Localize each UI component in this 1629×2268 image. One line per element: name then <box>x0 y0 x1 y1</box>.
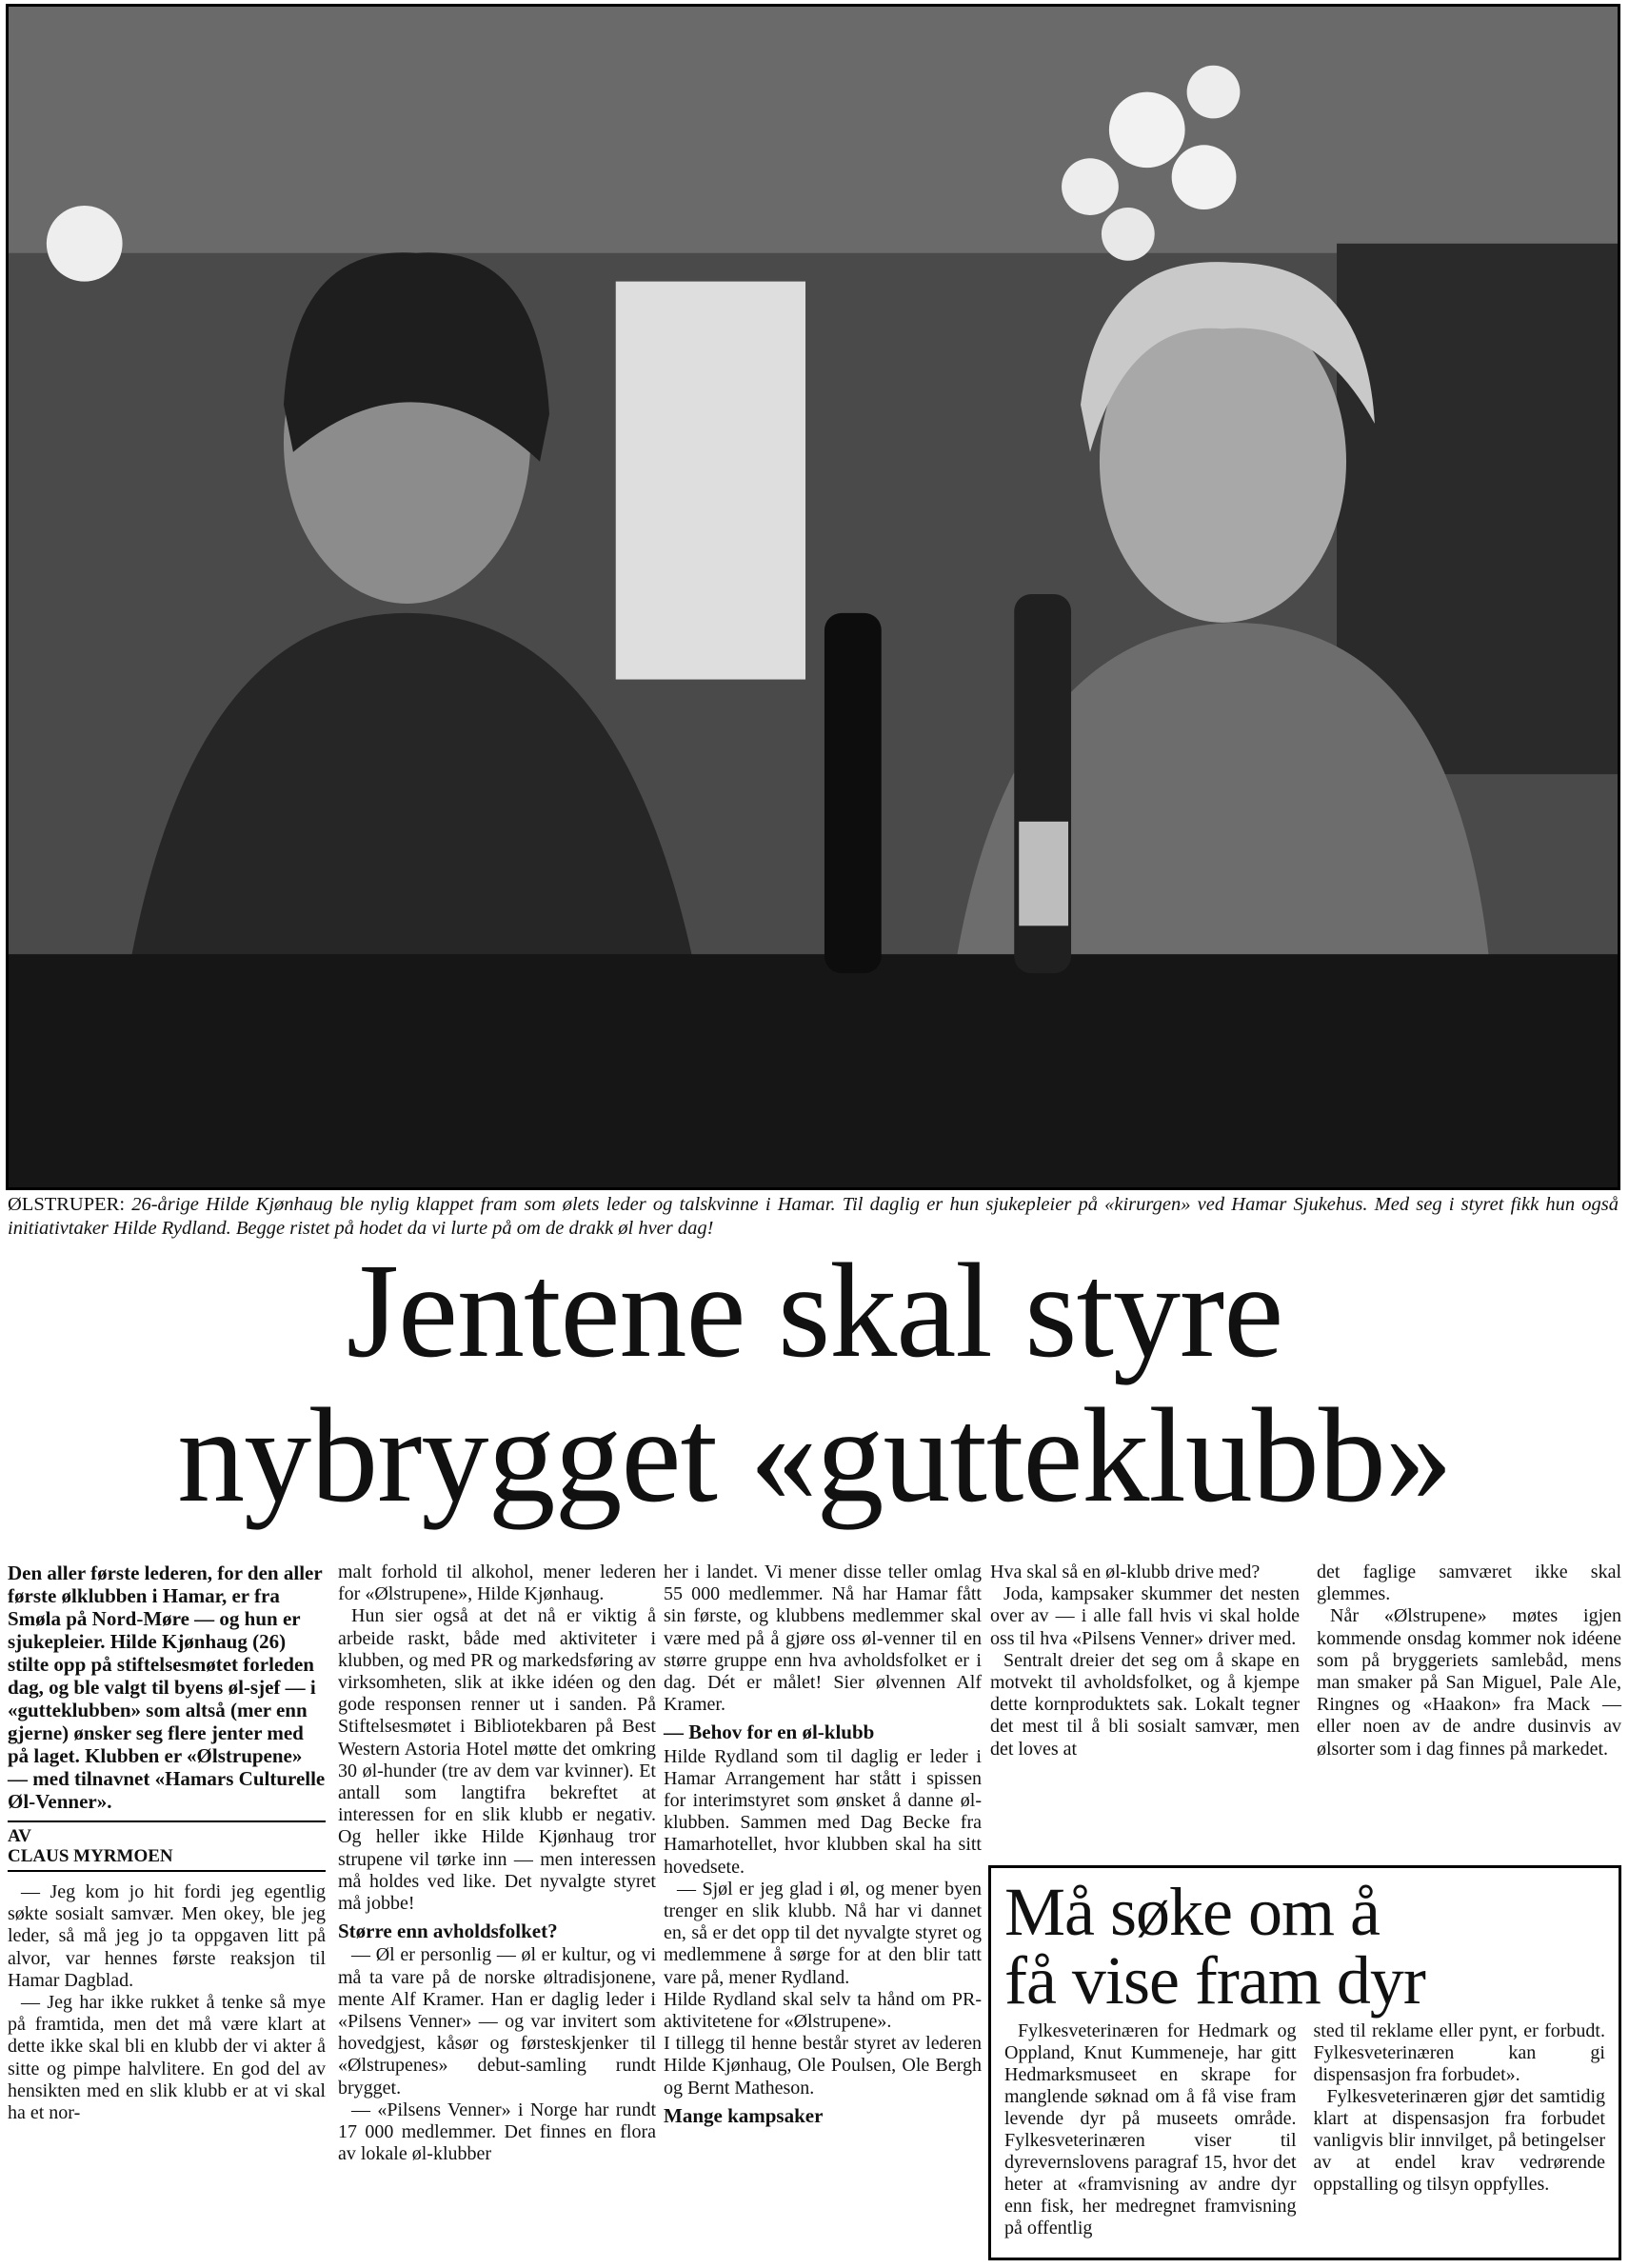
photo-icon <box>9 7 1618 1187</box>
headline-line-2: nybrygget «gutteklubb» <box>177 1380 1452 1530</box>
news-photo <box>6 4 1620 1190</box>
photo-caption <box>8 1193 1619 1241</box>
paragraph: Hilde Rydland som til daglig er leder i Hamar Arrangement har stått i spissen for interimstyret som ønsket å danne øl-klubben. Sammen med Dag Becke fra Hamarhotellet, hvor klubben skal ha sitt hovedsete. <box>664 1745 982 1878</box>
caption-text: 26-årige Hilde Kjønhaug ble nylig klappet fram som ølets leder og talskvinne i Hamar. Til daglig er hun sjukepleier på «kirurgen» ved Hamar Sjukehus. Med seg i styret fikk hun også initiativtaker Hilde Rydland. Begge ristet på hodet da vi lurte på om de drakk øl hver dag! <box>8 1194 1619 1239</box>
article-column-3 <box>664 1562 982 2129</box>
side-story-box <box>988 1865 1621 2260</box>
subheading: — Behov for en øl-klubb <box>664 1721 875 1744</box>
paragraph: Sentralt dreier det seg om å skape en motvekt til avholdsfolket, og å kjempe dette kornproduktets sak. Lokalt tegner det mest til å bli sosialt samvær, men det loves at <box>990 1649 1300 1760</box>
paragraph: — Sjøl er jeg glad i øl, og mener byen trenger en slik klubb. Nå har vi dannet en, så er det opp til det nyvalgte styret og medlemmene å sørge for at den blir tatt vare på, mener Rydland. <box>664 1878 982 1988</box>
paragraph: — Øl er personlig — øl er kultur, og vi må ta vare på de norske øltradisjonene, mente Alf Kramer. Han er daglig leder i «Pilsens Venner» — og var invitert som hovedgjest, kåsør og førsteskjenker til «Ølstrupenes» debut-samling rundt brygget. <box>338 1944 656 2099</box>
side-story-title-line-2: få vise fram dyr <box>1004 1942 1425 2019</box>
side-story-title-line-1: Må søke om å <box>1004 1874 1380 1950</box>
paragraph: det faglige samværet ikke skal glemmes. <box>1317 1562 1621 1605</box>
byline-label: AV <box>8 1826 31 1846</box>
paragraph: Hun sier også at det nå er viktig å arbeide raskt, både med aktiviteter i klubben, og med PR og markedsføring av virksomheten, slik at ikke idéen og den gode responsen renner ut i sanden. På Stiftelsesmøtet i Bibliotekbaren på Best Western Astoria Hotel møtte det omkring 30 øl-hunder (tre av dem var kvinner). Et antall som langtifra bekreftet at interessen for en slik klubb er negativ. Og heller ikke Hilde Kjønhaug tror strupene vil tørke inn — men interessen må holdes ved like. Det nyvalgte styret må jobbe! <box>338 1605 656 1915</box>
paragraph: Fylkesveterinæren gjør det samtidig klart at dispensasjon fra forbudet vanligvis blir innvilget, på betingelser av at endel krav vedrørende oppstalling og tilsyn oppfylles. <box>1313 2086 1605 2195</box>
paragraph: Hilde Rydland skal selv ta hånd om PR-aktivitetene for «Ølstrupene». <box>664 1988 982 2033</box>
caption-lead: ØLSTRUPER: <box>8 1194 126 1215</box>
headline <box>0 1235 1629 1530</box>
byline-name: CLAUS MYRMOEN <box>8 1846 173 1866</box>
article-intro: Den aller første lederen, for den aller første ølklubben i Hamar, er fra Smøla på Nord-Møre — og hun er sjukepleier. Hilde Kjønhaug (26) stilte opp på stiftelsesmøtet forleden dag, og ble valgt til byens øl-sjef — i «gutteklubben» som altså (mer enn gjerne) ønsker seg flere jenter med på laget. Klubben er «Ølstrupene» — med tilnavnet «Hamars Culturelle Øl-Venner». <box>8 1562 326 1813</box>
side-story-body <box>1004 2020 1605 2239</box>
paragraph: malt forhold til alkohol, mener lederen for «Ølstrupene», Hilde Kjønhaug. <box>338 1562 656 1605</box>
paragraph: — Jeg har ikke rukket å tenke så mye på framtida, men det må være klart at dette ikke skal bli en klubb der vi akter å sitte og pimpe halvlitere. En god del av hensikten med en slik klubb er at vi skal ha et nor- <box>8 1992 326 2124</box>
paragraph: I tillegg til henne består styret av lederen Hilde Kjønhaug, Ole Poulsen, Ole Bergh og Bernt Matheson. <box>664 2033 982 2099</box>
article-column-2 <box>338 1562 656 2165</box>
article-column-1 <box>8 1562 326 2124</box>
paragraph: Fylkesveterinæren for Hedmark og Oppland, Knut Kummeneje, har gitt Hedmarksmuseet en skrape for manglende søknad om å få vise fram levende dyr på museets område. Fylkesveterinæren viser til dyrevernslovens paragraf 15, hvor det heter at «framvisning av andre dyr enn fisk, her medregnet framvisning på offentlig <box>1004 2020 1297 2238</box>
paragraph: her i landet. Vi mener disse teller omlag 55 000 medlemmer. Nå har Hamar fått sin første, og klubbens medlemmer skal være med på å gjøre oss øl-venner til en større gruppe enn hva avholdsfolket er i dag. Dét er målet! Sier ølvennen Alf Kramer. <box>664 1562 982 1716</box>
side-story-title <box>1004 1874 1605 2019</box>
side-story-column-left <box>1004 2020 1297 2239</box>
paragraph: Når «Ølstrupene» møtes igjen kommende onsdag kommer nok idéene som på bryggeriets samlebåd, mens man smaker på San Miguel, Pale Ale, Ringnes og «Haakon» fra Mack — eller noen av de andre dusinvis av ølsorter som i dag finnes på markedet. <box>1317 1605 1621 1760</box>
byline <box>8 1820 326 1866</box>
side-story-column-right <box>1314 2020 1606 2239</box>
subheading: Mange kampsaker <box>664 2103 824 2127</box>
paragraph: sted til reklame eller pynt, er forbudt. Fylkesveterinæren kan gi dispensasjon fra forbudet». <box>1313 2020 1605 2085</box>
paragraph: Joda, kampsaker skummer det nesten over av — i alle fall hvis vi skal holde oss til hva «Pilsens Venner» driver med. <box>990 1583 1300 1649</box>
subheading: Større enn avholdsfolket? <box>338 1920 558 1943</box>
paragraph: Hva skal så en øl-klubb drive med? <box>990 1562 1261 1582</box>
byline-rule <box>8 1870 326 1872</box>
paragraph: — Jeg kom jo hit fordi jeg egentlig søkte sosialt samvær. Men okey, ble jeg leder, så må jeg jo ta oppgaven litt på alvor, var hennes første reaksjon til Hamar Dagblad. <box>8 1881 326 1991</box>
headline-line-1: Jentene skal styre <box>346 1235 1283 1385</box>
paragraph: — «Pilsens Venner» i Norge har rundt 17 000 medlemmer. Det finnes en flora av lokale øl-klubber <box>338 2099 656 2165</box>
article-column-4 <box>990 1562 1300 1761</box>
article-column-5 <box>1317 1562 1621 1761</box>
